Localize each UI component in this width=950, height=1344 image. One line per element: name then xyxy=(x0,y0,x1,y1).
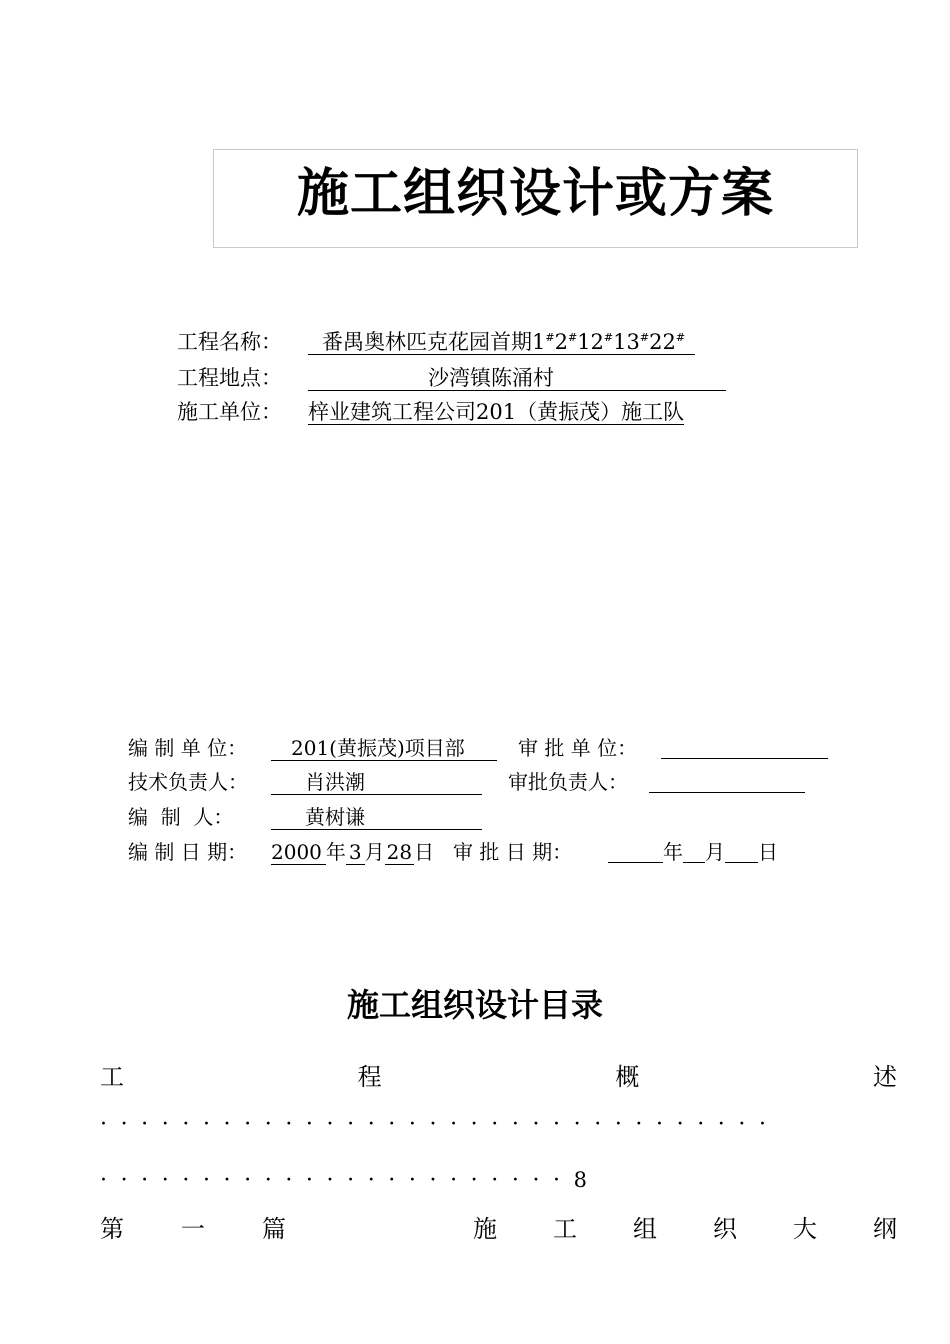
compiler-value: 黄树谦 xyxy=(271,805,482,830)
project-name-value xyxy=(308,330,695,355)
building-2: 2# xyxy=(554,330,578,354)
approve-year-blank xyxy=(608,840,663,863)
compiler-row xyxy=(128,804,482,830)
toc-entry-1: 工 程 概 述 xyxy=(100,1063,897,1091)
approve-lead-label: 审批负责人： xyxy=(508,770,628,794)
year-char: 年 xyxy=(325,840,346,864)
building-1: 1# xyxy=(532,330,555,354)
compile-unit-label: 编 制 单 位： xyxy=(128,736,248,760)
compile-unit-value: 201(黄振茂)项目部 xyxy=(271,736,497,761)
compile-date-row xyxy=(128,839,434,865)
compile-date-label: 编 制 日 期： xyxy=(128,840,248,864)
compile-month: 3 xyxy=(346,840,365,865)
project-name-label: 工程名称： xyxy=(177,330,282,354)
location-row xyxy=(177,364,726,392)
approve-day-blank xyxy=(725,840,758,863)
approve-date-row xyxy=(453,839,778,865)
tech-lead-value: 肖洪潮 xyxy=(271,770,482,795)
building-22: 22# xyxy=(649,330,686,354)
toc-page-number: 8 xyxy=(573,1168,588,1192)
month-char: 月 xyxy=(364,840,385,864)
toc-entry-2: 第 一 篇 施 工 组 织 大 纲 xyxy=(100,1215,897,1243)
contractor-value: 梓业建筑工程公司201（黄振茂）施工队 xyxy=(308,400,685,424)
project-name-text: 番禺奥林匹克花园首期 xyxy=(322,330,532,354)
building-12: 12# xyxy=(577,330,614,354)
compile-year: 2000 xyxy=(271,840,326,865)
approve-unit-row xyxy=(518,735,828,761)
approve-date-label: 审 批 日 期： xyxy=(453,840,573,864)
location-value: 沙湾镇陈涌村 xyxy=(308,366,726,391)
approve-year-char: 年 xyxy=(663,840,683,864)
project-name-row xyxy=(177,328,695,356)
approve-month-char: 月 xyxy=(705,840,725,864)
location-label: 工程地点： xyxy=(177,366,282,390)
approve-lead-row xyxy=(508,769,805,795)
building-13: 13# xyxy=(613,330,650,354)
compile-unit-row xyxy=(128,735,497,761)
compile-day: 28 xyxy=(386,840,413,864)
approve-unit-label: 审 批 单 位： xyxy=(518,736,638,760)
contractor-label: 施工单位： xyxy=(177,400,282,424)
toc-title: 施工组织设计目录 xyxy=(346,986,603,1024)
day-char: 日 xyxy=(414,840,435,864)
tech-lead-row xyxy=(128,769,482,795)
approve-month-blank xyxy=(683,840,705,863)
toc-leader-dots-2: ·······················8 xyxy=(100,1168,588,1193)
toc-leader-dots-1: ································· xyxy=(100,1112,780,1137)
compiler-label: 编 制 人： xyxy=(128,805,234,829)
approve-unit-blank xyxy=(661,736,828,759)
document-title: 施工组织设计或方案 xyxy=(296,164,774,224)
approve-day-char: 日 xyxy=(758,840,778,864)
approve-lead-blank xyxy=(649,770,805,793)
contractor-row xyxy=(177,398,684,426)
tech-lead-label: 技术负责人： xyxy=(128,770,248,794)
